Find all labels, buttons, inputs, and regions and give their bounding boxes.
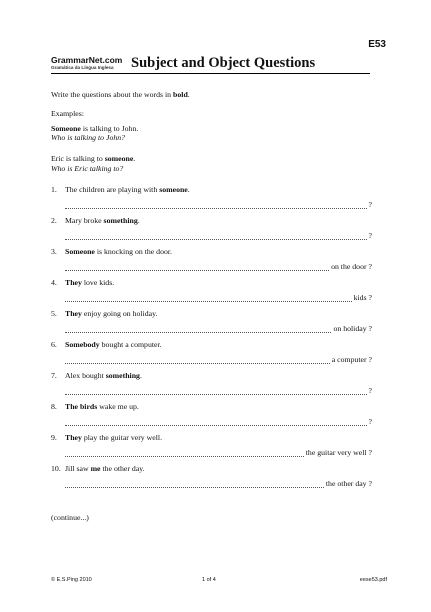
answer-line[interactable] (65, 325, 372, 333)
question-number: 10. (51, 464, 61, 473)
answer-dots (65, 449, 304, 457)
answer-ending: ? (368, 417, 372, 427)
answer-dots (65, 325, 331, 333)
question-item: 9. They play the guitar very well. (51, 433, 163, 442)
examples-label: Examples: (51, 109, 84, 118)
answer-line[interactable] (65, 449, 372, 457)
question-item: 10. Jill saw me the other day. (51, 464, 145, 473)
footer-filename: eese53.pdf (359, 577, 387, 583)
answer-line[interactable] (65, 480, 372, 488)
continue-note: (continue...) (51, 513, 89, 522)
footer-page-number: 1 of 4 (202, 577, 216, 583)
answer-ending: a computer ? (331, 355, 372, 365)
question-number: 8. (51, 402, 57, 411)
example-sentence: Someone is talking to John. (51, 124, 139, 133)
question-number: 4. (51, 278, 57, 287)
question-item: 8. The birds wake me up. (51, 402, 139, 411)
title-rule (51, 73, 370, 74)
question-keyword: something (105, 371, 140, 380)
question-number: 6. (51, 340, 57, 349)
answer-dots (65, 263, 329, 271)
answer-ending: ? (368, 200, 372, 210)
brand-logo (51, 56, 122, 70)
answer-line[interactable] (65, 356, 372, 364)
answer-ending: ? (368, 386, 372, 396)
question-number: 9. (51, 433, 57, 442)
question-keyword: They (65, 309, 82, 318)
question-item: 1. The children are playing with someone. (51, 185, 190, 194)
brand-subtitle: Gramática da Língua Inglesa (51, 64, 114, 70)
question-keyword: The birds (65, 402, 98, 411)
answer-line[interactable] (65, 418, 372, 426)
answer-dots (65, 356, 330, 364)
answer-dots (65, 387, 367, 395)
example-answer: Who is Eric talking to? (51, 164, 124, 173)
answer-line[interactable] (65, 232, 372, 240)
answer-line[interactable] (65, 294, 372, 302)
question-number: 3. (51, 247, 57, 256)
answer-line[interactable] (65, 263, 372, 271)
instruction: Write the questions about the words in bold. (51, 90, 190, 99)
question-keyword: They (65, 433, 82, 442)
answer-dots (65, 294, 352, 302)
answer-ending: on holiday ? (333, 324, 372, 334)
question-number: 7. (51, 371, 57, 380)
question-keyword: something (103, 216, 138, 225)
answer-ending: on the door ? (331, 262, 372, 272)
answer-line[interactable] (65, 201, 372, 209)
question-item: 5. They enjoy going on holiday. (51, 309, 158, 318)
question-number: 5. (51, 309, 57, 318)
question-number: 2. (51, 216, 57, 225)
answer-ending: the other day ? (325, 479, 372, 489)
question-number: 1. (51, 185, 57, 194)
question-item: 4. They love kids. (51, 278, 115, 287)
answer-line[interactable] (65, 387, 372, 395)
question-keyword: They (65, 278, 82, 287)
question-keyword: Someone (65, 247, 95, 256)
answer-ending: the guitar very well ? (305, 448, 372, 458)
answer-dots (65, 201, 367, 209)
question-item: 6. Somebody bought a computer. (51, 340, 162, 349)
page-title: Subject and Object Questions (131, 55, 316, 71)
answer-dots (65, 232, 367, 240)
example-answer: Who is talking to John? (51, 133, 126, 142)
question-item: 2. Mary broke something. (51, 216, 140, 225)
answer-ending: ? (368, 231, 372, 241)
question-item: 3. Someone is knocking on the door. (51, 247, 172, 256)
example-sentence: Eric is talking to someone. (51, 154, 136, 163)
question-keyword: me (90, 464, 101, 473)
brand-name: GrammarNet.com (51, 55, 123, 65)
answer-ending: kids ? (353, 293, 372, 303)
answer-dots (65, 480, 324, 488)
question-item: 7. Alex bought something. (51, 371, 142, 380)
question-keyword: someone (159, 185, 188, 194)
question-keyword: Somebody (65, 340, 100, 349)
answer-dots (65, 418, 367, 426)
footer-copyright: © E.S.Ping 2010 (51, 577, 92, 583)
exercise-code: E53 (368, 39, 386, 50)
